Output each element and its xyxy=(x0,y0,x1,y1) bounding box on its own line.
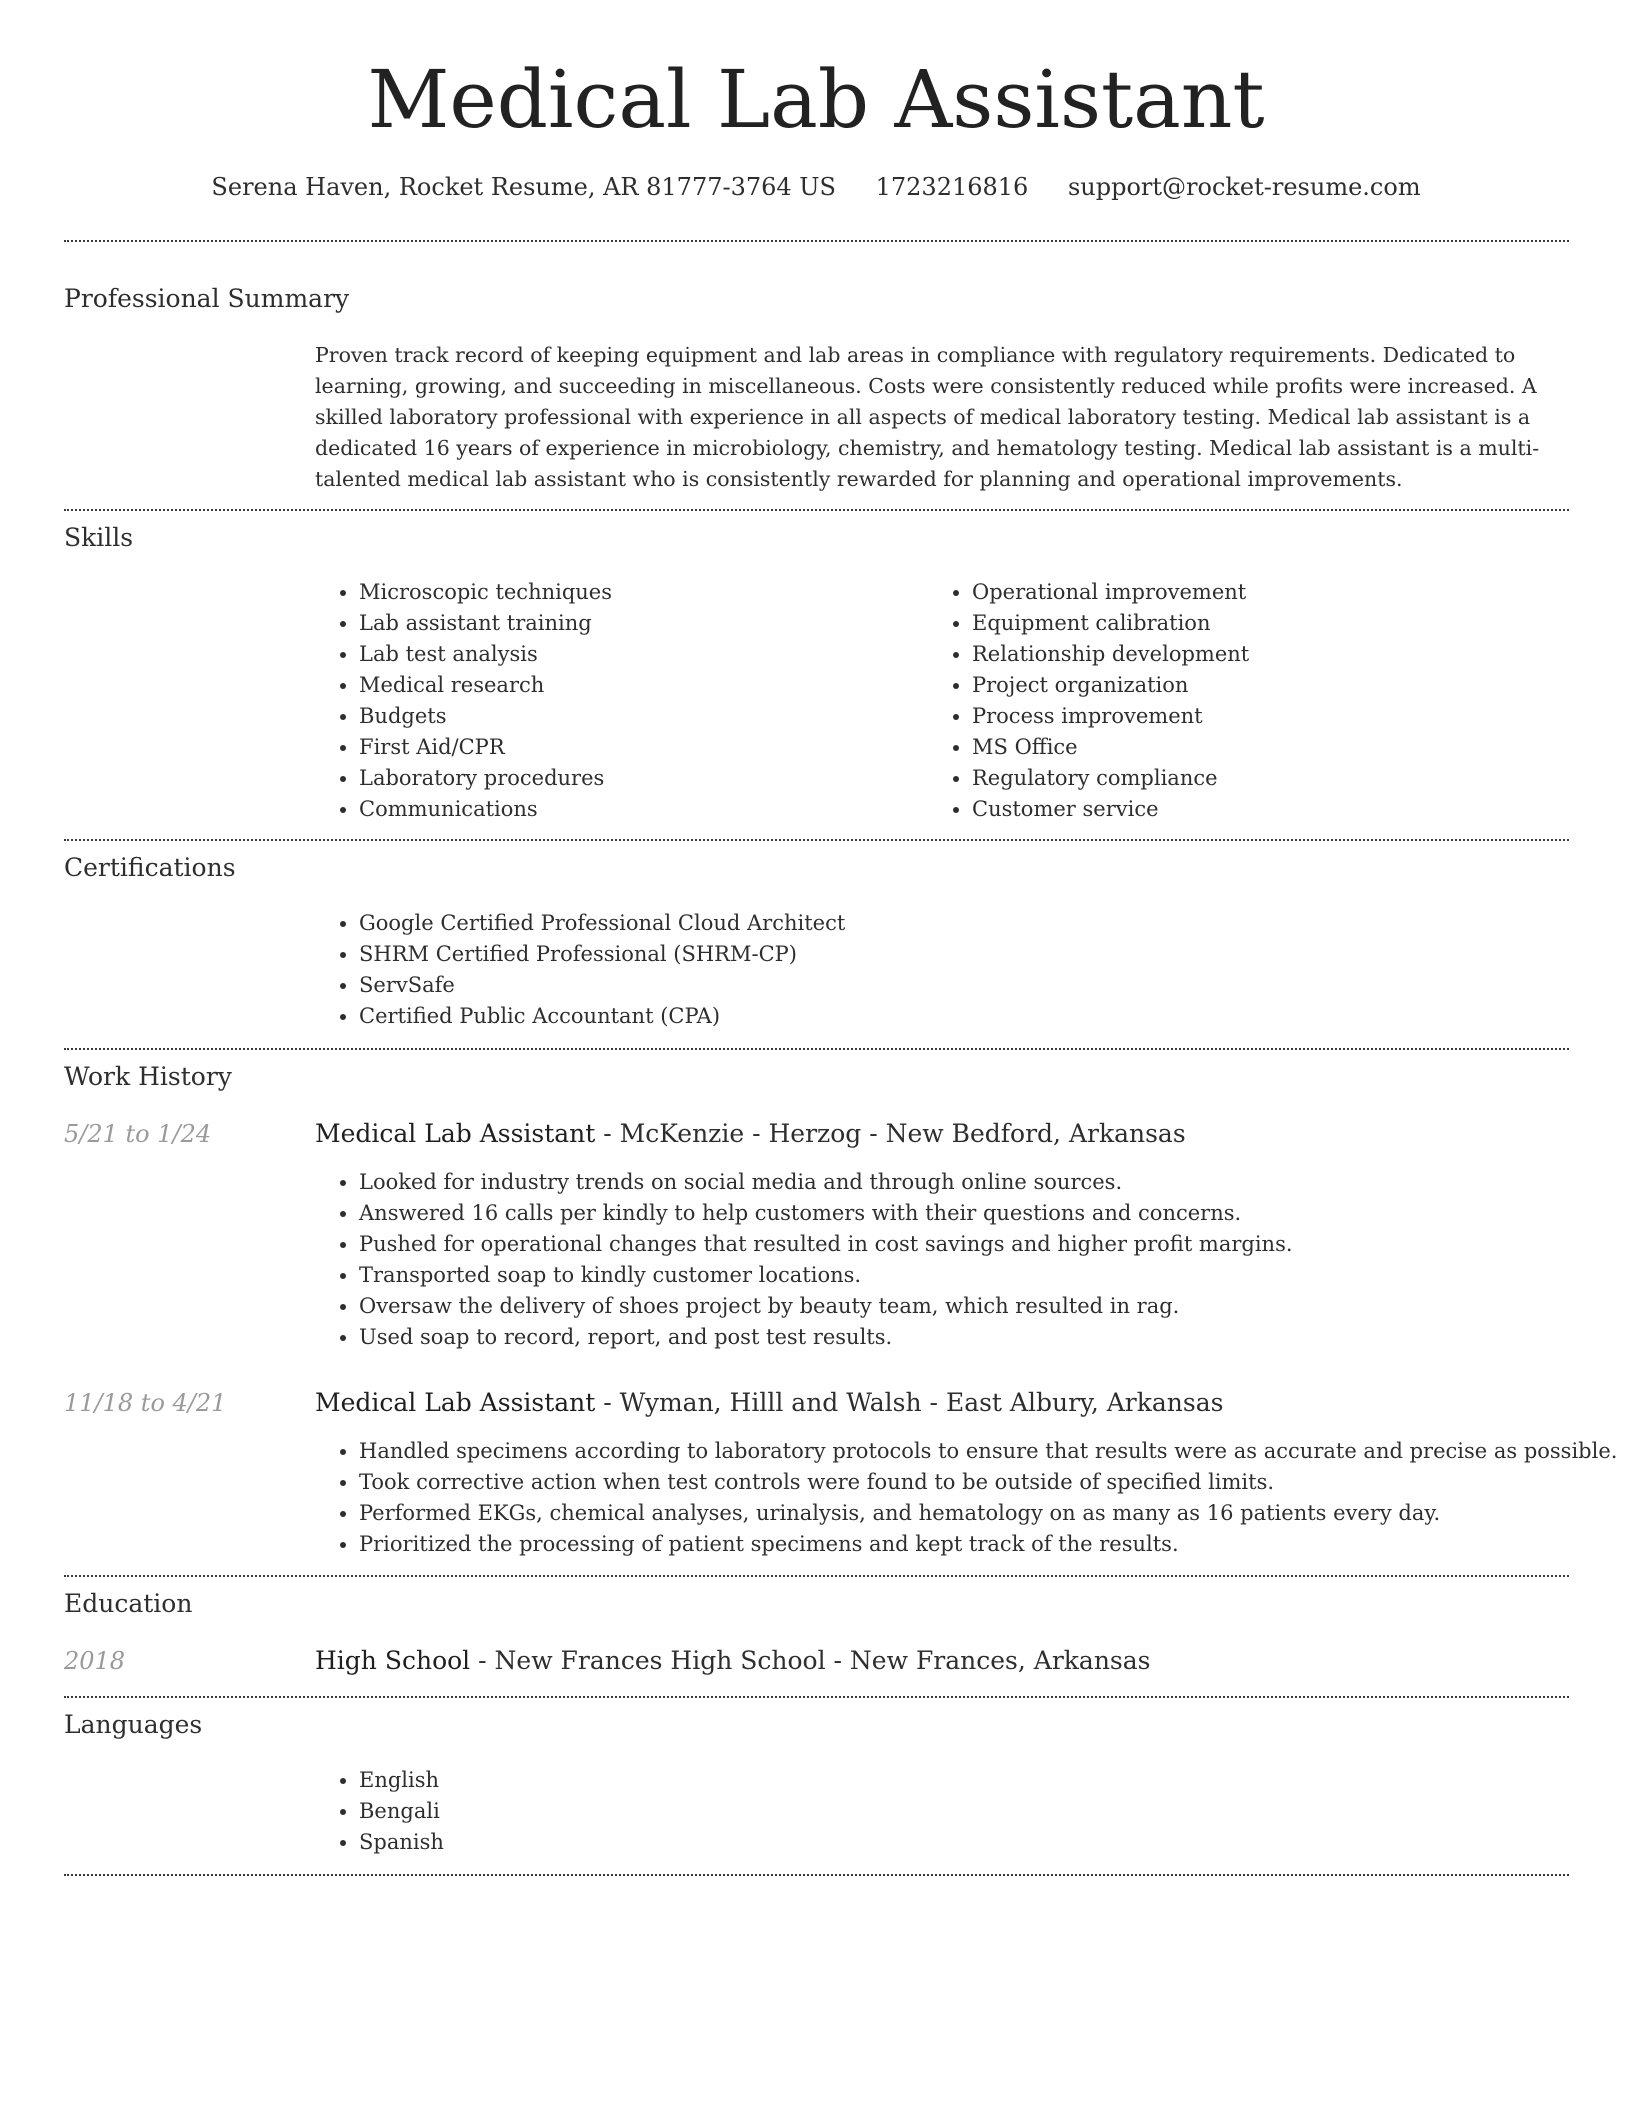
list-item: • Project organization xyxy=(972,670,1249,701)
list-item: • Google Certified Professional Cloud Architect xyxy=(359,908,845,939)
list-item: • Lab test analysis xyxy=(359,639,612,670)
list-item: • Relationship development xyxy=(972,639,1249,670)
education-details: - New Frances High School - New Frances, Arkansas xyxy=(470,1646,1151,1675)
contact-phone: 1723216816 xyxy=(875,173,1029,201)
list-item: • Transported soap to kindly customer locations. xyxy=(359,1260,1293,1291)
job-role: Medical Lab Assistant xyxy=(315,1388,596,1417)
list-item: • English xyxy=(359,1765,444,1796)
divider xyxy=(64,839,1569,841)
list-item: • Microscopic techniques xyxy=(359,577,612,608)
list-item: • Budgets xyxy=(359,701,612,732)
job-details: - McKenzie - Herzog - New Bedford, Arkansas xyxy=(595,1119,1186,1148)
list-item: • Operational improvement xyxy=(972,577,1249,608)
divider xyxy=(64,509,1569,511)
contact-address: Serena Haven, Rocket Resume, AR 81777-3764 US xyxy=(211,173,836,201)
list-item: • Prioritized the processing of patient specimens and kept track of the results. xyxy=(359,1529,1617,1560)
list-item: • Communications xyxy=(359,794,612,825)
list-item: • MS Office xyxy=(972,732,1249,763)
list-item: • Regulatory compliance xyxy=(972,763,1249,794)
skills-list-right xyxy=(928,577,1249,825)
list-item: • Took corrective action when test controls were found to be outside of specified limits. xyxy=(359,1467,1617,1498)
contact-email: support@rocket-resume.com xyxy=(1067,173,1421,201)
summary-text: Proven track record of keeping equipment and lab areas in compliance with regulatory requirements. Dedicated to learning, growing, and succeeding in miscellaneous. Costs were consistently reduced while profits were increased. A skilled laboratory professional with experience in all aspects of medical laboratory testing. Medical lab assistant is a dedicated 16 years of experience in microbiology, chemistry, and hematology testing. Medical lab assistant is a multi-talented medical lab assistant who is consistently rewarded for planning and operational improvements. xyxy=(315,343,1540,491)
job-bullets xyxy=(315,1167,1293,1353)
list-item: • First Aid/CPR xyxy=(359,732,612,763)
certifications-list xyxy=(315,908,845,1032)
list-item: • Answered 16 calls per kindly to help customers with their questions and concerns. xyxy=(359,1198,1293,1229)
list-item: • Spanish xyxy=(359,1827,444,1858)
divider xyxy=(64,240,1569,242)
skills-list-left xyxy=(315,577,612,825)
list-item: • SHRM Certified Professional (SHRM-CP) xyxy=(359,939,845,970)
education-year: 2018 xyxy=(64,1647,126,1675)
list-item: • Bengali xyxy=(359,1796,444,1827)
section-title-education: Education xyxy=(64,1589,193,1618)
list-item: • Equipment calibration xyxy=(972,608,1249,639)
list-item: • Looked for industry trends on social media and through online sources. xyxy=(359,1167,1293,1198)
list-item: • Lab assistant training xyxy=(359,608,612,639)
list-item: • ServSafe xyxy=(359,970,845,1001)
education-line xyxy=(315,1644,1151,1678)
list-item: • Certified Public Accountant (CPA) xyxy=(359,1001,845,1032)
list-item: • Used soap to record, report, and post test results. xyxy=(359,1322,1293,1353)
list-item: • Process improvement xyxy=(972,701,1249,732)
section-title-certifications: Certifications xyxy=(64,853,236,882)
education-degree: High School xyxy=(315,1646,471,1675)
list-item: • Handled specimens according to laboratory protocols to ensure that results were as accurate and precise as possible. xyxy=(359,1436,1617,1467)
job-title-line xyxy=(315,1386,1223,1420)
list-item: • Customer service xyxy=(972,794,1249,825)
job-title-line xyxy=(315,1117,1186,1151)
job-dates: 5/21 to 1/24 xyxy=(64,1120,212,1148)
section-title-languages: Languages xyxy=(64,1710,203,1739)
divider xyxy=(64,1048,1569,1050)
job-role: Medical Lab Assistant xyxy=(315,1119,596,1148)
job-bullets xyxy=(315,1436,1617,1560)
languages-list xyxy=(315,1765,444,1858)
section-title-skills: Skills xyxy=(64,523,134,552)
divider xyxy=(64,1696,1569,1698)
list-item: • Pushed for operational changes that resulted in cost savings and higher profit margins. xyxy=(359,1229,1293,1260)
list-item: • Performed EKGs, chemical analyses, urinalysis, and hematology on as many as 16 patients every day. xyxy=(359,1498,1617,1529)
resume-title: Medical Lab Assistant xyxy=(367,53,1265,146)
section-title-work-history: Work History xyxy=(64,1062,232,1091)
job-dates: 11/18 to 4/21 xyxy=(64,1389,227,1417)
list-item: • Oversaw the delivery of shoes project by beauty team, which resulted in rag. xyxy=(359,1291,1293,1322)
divider xyxy=(64,1874,1569,1876)
divider xyxy=(64,1575,1569,1577)
contact-line xyxy=(0,170,1632,204)
list-item: • Medical research xyxy=(359,670,612,701)
list-item: • Laboratory procedures xyxy=(359,763,612,794)
section-title-summary: Professional Summary xyxy=(64,284,350,313)
job-details: - Wyman, Hilll and Walsh - East Albury, Arkansas xyxy=(595,1388,1224,1417)
